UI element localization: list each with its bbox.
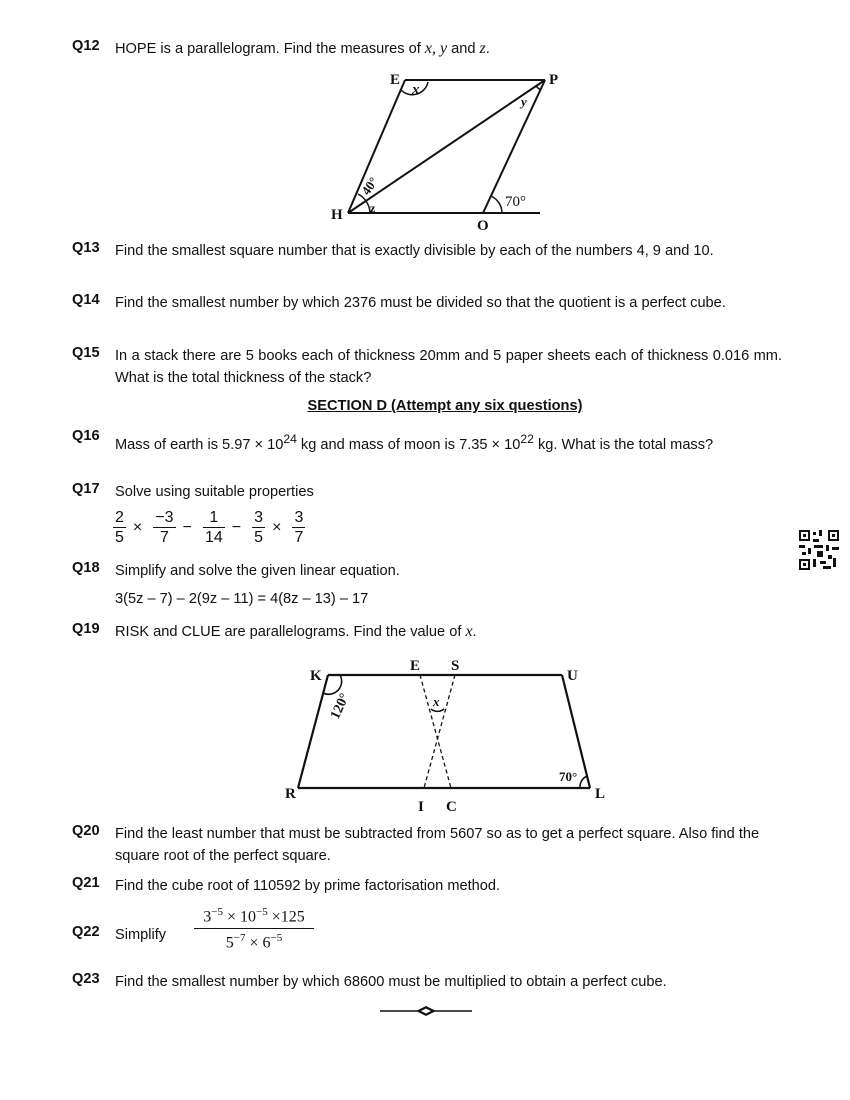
text: kg. What is the total mass? bbox=[533, 436, 714, 453]
question-text: Find the cube root of 110592 by prime factorisation method. bbox=[115, 878, 501, 894]
angle-x: x bbox=[433, 694, 440, 709]
term: × 6 bbox=[245, 934, 271, 952]
label-e: E bbox=[390, 72, 401, 88]
text: kg and mass of moon is 7.35 × 10 bbox=[296, 436, 521, 453]
text: RISK and CLUE are parallelograms. Find the value of bbox=[115, 624, 466, 640]
question-text: Find the smallest number by which 2376 must be divided so that the quotient is a perfect cube. bbox=[115, 295, 726, 311]
numerator: 1 bbox=[203, 508, 225, 528]
var: x bbox=[465, 623, 473, 640]
section-heading: SECTION D (Attempt any six questions) bbox=[307, 398, 583, 414]
question-number: Q23 bbox=[72, 971, 100, 987]
exponent: 22 bbox=[520, 432, 534, 446]
numerator bbox=[194, 906, 314, 929]
text: HOPE is a parallelogram. Find the measures of bbox=[115, 41, 425, 57]
question-text: Find the least number that must be subtracted from 5607 so as to get a perfect square. Also find the square root of the perfect square. bbox=[115, 826, 760, 864]
question-text: Simplify and solve the given linear equation. bbox=[115, 563, 400, 579]
denominator: 14 bbox=[204, 529, 223, 546]
operator: − bbox=[231, 518, 242, 536]
numerator: 3 bbox=[294, 509, 304, 526]
angle-x: x bbox=[412, 82, 420, 98]
label-l: L bbox=[595, 786, 606, 802]
question-number: Q19 bbox=[72, 621, 100, 637]
term: 3 bbox=[203, 908, 212, 926]
denominator: 5 bbox=[115, 529, 124, 546]
qr-code bbox=[799, 530, 839, 570]
question-number: Q17 bbox=[72, 481, 100, 497]
denominator: 7 bbox=[294, 529, 304, 546]
parallelogram-hope-diagram bbox=[0, 0, 850, 240]
var: z bbox=[479, 40, 486, 57]
label-k: K bbox=[310, 668, 322, 684]
label-h: H bbox=[331, 207, 343, 223]
denominator: 7 bbox=[159, 529, 169, 546]
text: . bbox=[485, 41, 490, 57]
text: . bbox=[472, 624, 477, 640]
fraction bbox=[292, 508, 305, 547]
angle-120: 120° bbox=[328, 691, 353, 722]
end-ornament-divider bbox=[380, 1004, 472, 1018]
exponent: −5 bbox=[256, 906, 268, 918]
question-number: Q21 bbox=[72, 875, 100, 891]
label-i: I bbox=[418, 799, 424, 815]
label-e: E bbox=[410, 658, 421, 674]
denominator: 5 bbox=[254, 529, 264, 546]
question-number: Q12 bbox=[72, 38, 100, 54]
question-text: Simplify bbox=[115, 927, 167, 943]
question-number: Q13 bbox=[72, 240, 100, 256]
fraction-expression bbox=[194, 906, 314, 953]
numerator: 3 bbox=[254, 509, 264, 526]
label-s: S bbox=[451, 658, 460, 674]
exponent: −7 bbox=[233, 932, 246, 945]
question-text: In a stack there are 5 books each of thickness 20mm and 5 paper sheets each of thickness 0.016 mm. What is the total thickness of the stack? bbox=[115, 348, 782, 386]
question-number: Q18 bbox=[72, 560, 100, 576]
parallelograms-risk-clue-diagram bbox=[0, 640, 850, 820]
angle-40: 40° bbox=[358, 174, 381, 198]
label-o: O bbox=[477, 218, 489, 234]
text: Mass of earth is 5.97 × 10 bbox=[115, 436, 284, 453]
question-number: Q16 bbox=[72, 428, 100, 444]
question-number: Q15 bbox=[72, 345, 100, 361]
label-u: U bbox=[567, 668, 578, 684]
numerator: 2 bbox=[115, 509, 124, 526]
question-text bbox=[115, 428, 782, 456]
exponent: −5 bbox=[270, 932, 283, 945]
fraction bbox=[252, 508, 265, 547]
term: × 10 bbox=[222, 908, 256, 926]
equation: 3(5z – 7) – 2(9z – 11) = 4(8z – 13) – 17 bbox=[115, 591, 369, 607]
angle-70: 70° bbox=[505, 194, 526, 210]
label-p: P bbox=[549, 72, 559, 88]
question-text: Find the smallest square number that is exactly divisible by each of the numbers 4, 9 and 10. bbox=[115, 243, 714, 259]
question-number: Q20 bbox=[72, 823, 100, 839]
question-number: Q22 bbox=[72, 924, 100, 940]
question-number: Q14 bbox=[72, 292, 100, 308]
operator: − bbox=[182, 518, 192, 536]
expression bbox=[109, 508, 309, 547]
question-text: Solve using suitable properties bbox=[115, 484, 314, 500]
fraction bbox=[113, 508, 126, 547]
term: 5 bbox=[225, 934, 234, 952]
term: ×125 bbox=[267, 908, 305, 926]
operator: × bbox=[132, 518, 143, 536]
var: x, y bbox=[424, 40, 448, 57]
denominator bbox=[194, 929, 314, 952]
label-r: R bbox=[285, 786, 296, 802]
label-c: C bbox=[446, 799, 457, 815]
fraction bbox=[153, 508, 175, 547]
exponent: 24 bbox=[283, 432, 297, 446]
numerator: −3 bbox=[155, 509, 174, 526]
question-text: Find the smallest number by which 68600 must be multiplied to obtain a perfect cube. bbox=[115, 974, 667, 990]
angle-y: y bbox=[521, 94, 527, 109]
operator: × bbox=[272, 518, 282, 536]
exponent: −5 bbox=[211, 906, 223, 918]
text: and bbox=[447, 41, 480, 57]
fraction bbox=[203, 508, 225, 547]
angle-z: z bbox=[370, 201, 376, 215]
angle-70: 70° bbox=[559, 769, 578, 784]
